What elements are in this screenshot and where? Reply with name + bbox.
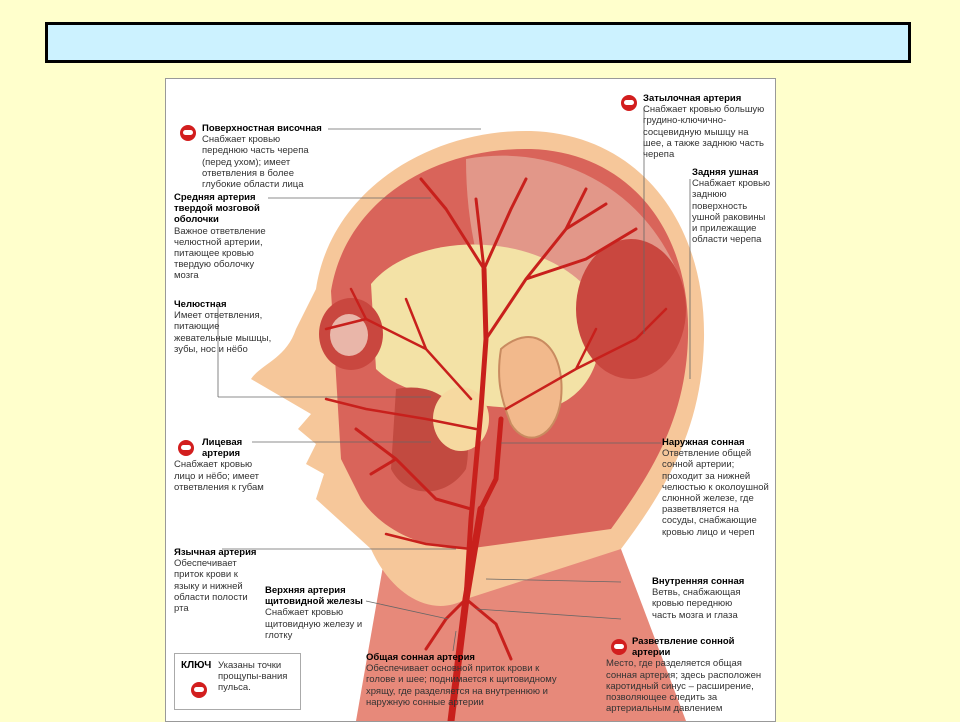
label-facial [174,437,274,493]
label-title: Поверхностная височная [202,123,322,134]
key-text: Указаны точки прощупы-вания пульса. [218,660,288,694]
label-title: Общая сонная артерия [366,652,475,663]
label-carotid-bifurcation [606,636,771,714]
label-title: Язычная артерия [174,547,257,558]
label-middle-meningeal [174,192,272,282]
label-desc: Снабжает кровью большую грудино-ключично-сосцевидную мышцу на шее, а также заднюю часть черепа [643,104,765,161]
key-title: КЛЮЧ [181,660,212,671]
label-title: Разветвление сонной артерии [632,636,735,659]
pulse-point-icon [621,95,637,111]
label-occipital [643,93,768,160]
key-legend [174,653,301,710]
pulse-point-icon [191,682,207,698]
label-maxillary [174,299,274,355]
label-title: Наружная сонная [662,437,745,448]
label-desc: Снабжает кровью лицо и нёбо; имеет ответвления к губам [174,459,264,493]
label-desc: Снабжает кровью щитовидную железу и глотку [265,607,363,641]
label-desc: Снабжает кровью заднюю поверхность ушной раковины и прилежащие области черепа [692,178,771,246]
label-posterior-auricular [692,167,772,245]
label-desc: Место, где разделяется общая сонная артерия; здесь расположен каротидный синус – расширение, позволяющее следить за артериальным давлением [606,658,762,715]
label-common-carotid [366,652,566,708]
label-internal-carotid [652,576,758,621]
label-external-carotid [662,437,770,538]
label-title: Средняя артерия твердой мозговой оболочки [174,192,260,226]
label-desc: Имеет ответвления, питающие жевательные мышцы, зубы, нос и нёбо [174,310,272,355]
occipital-muscle [576,239,686,379]
label-lingual [174,547,262,614]
label-superior-thyroid [265,585,371,641]
label-superficial-temporal [202,123,327,190]
label-desc: Обеспечивает основной приток крови к голове и шее; поднимается к щитовидному хрящу, где разделяется на внутреннюю и наружную сонные артерии [366,663,557,708]
title-bar [45,22,911,63]
label-title: Затылочная артерия [643,93,742,104]
label-title: Внутренняя сонная [652,576,745,587]
pulse-point-icon [180,125,196,141]
label-title: Лицевая артерия [202,437,243,460]
label-desc: Ответвление общей сонной артерии; проходит за нижней челюстью к околоушной слюнной железе, где разветвляется на сосуды, снабжающие кровью лицо и череп [662,448,769,538]
label-desc: Снабжает кровью переднюю часть черепа (перед ухом); имеет ответвления в более глубокие области лица [202,134,309,191]
label-desc: Важное ответвление челюстной артерии, питающее кровью твердую оболочку мозга [174,225,266,282]
label-title: Челюстная [174,299,227,310]
label-title: Верхняя артерия щитовидной железы [265,585,363,608]
label-title: Задняя ушная [692,167,759,178]
anatomy-figure [165,78,776,722]
label-desc: Обеспечивает приток крови к языку и нижней области полости рта [174,558,248,615]
label-desc: Ветвь, снабжающая кровью переднюю часть мозга и глаза [652,587,741,621]
